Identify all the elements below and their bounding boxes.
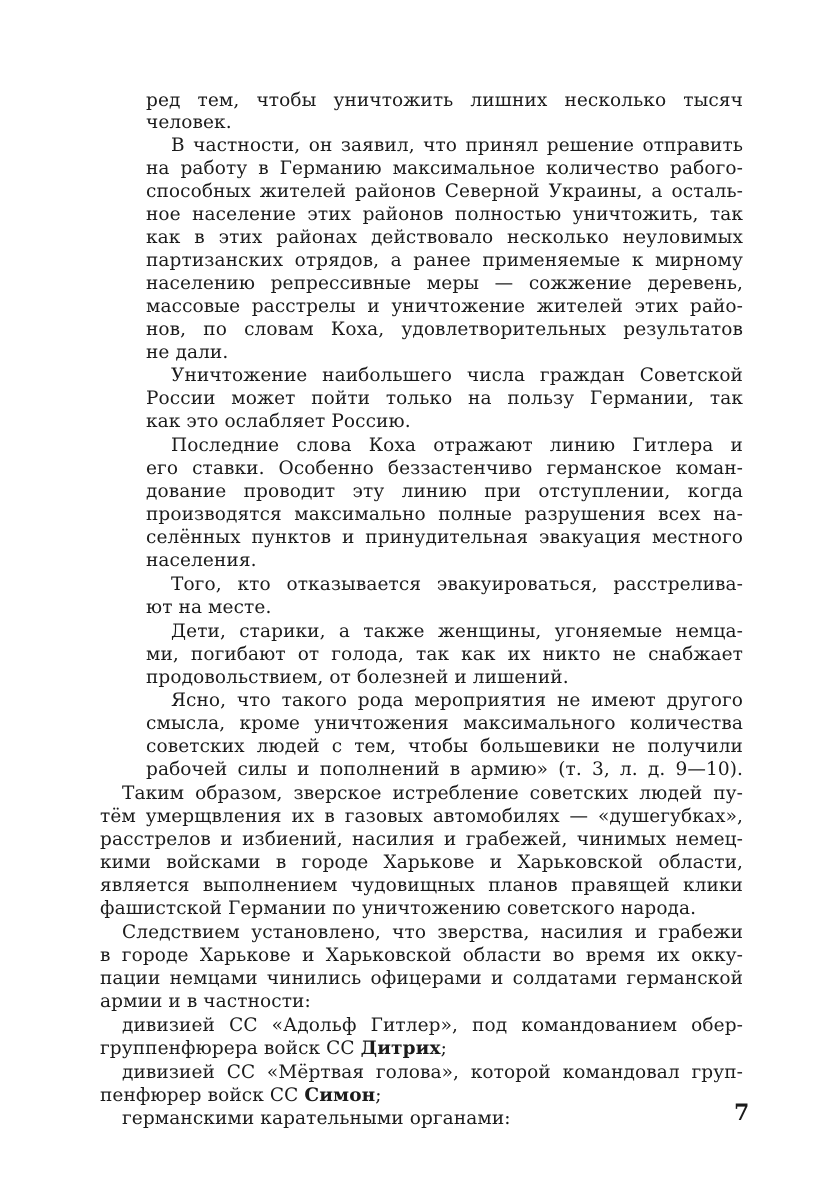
- text-line: Дети, старики, а также женщины, угоняемые немца-: [171, 621, 743, 642]
- person-name-ditrich: Дитрих: [360, 1038, 441, 1059]
- text-line: армии и в частности:: [100, 991, 311, 1012]
- text-line: производятся максимально полные разрушения всех на-: [146, 504, 743, 525]
- text-line: фашистской Германии по уничтожению советского народа.: [100, 898, 697, 919]
- text-line: человек.: [146, 112, 232, 133]
- text-line: населения.: [146, 550, 257, 571]
- text-line: Таким образом, зверское истребление советских людей пу-: [122, 783, 743, 804]
- text-line: [100, 1038, 447, 1060]
- text-line: как в этих районах действовало несколько неуловимых: [146, 227, 743, 248]
- text-line: тём умерщвления их в газовых автомобилях — «душегубках»,: [100, 806, 743, 827]
- text-line: смысла, кроме уничтожения максимального количества: [146, 713, 743, 734]
- text-line: кими войсками в городе Харькове и Харьковской области,: [100, 852, 743, 873]
- text-segment: пенфюрер войск СС: [100, 1085, 305, 1106]
- page-number: 7: [734, 1100, 750, 1126]
- text-segment: ;: [375, 1085, 382, 1106]
- text-segment: ;: [440, 1038, 447, 1059]
- text-line: способных жителей районов Северной Украины, а осталь-: [146, 181, 743, 202]
- text-line: не дали.: [146, 342, 229, 363]
- text-line: советских людей с тем, чтобы большевики не получили: [146, 736, 743, 757]
- text-line: продовольствием, от болезней и лишений.: [146, 667, 569, 688]
- text-line: России может пойти только на пользу Германии, так: [146, 388, 743, 409]
- text-line: ют на месте.: [146, 597, 272, 618]
- text-line: ми, погибают от голода, так как их никто не снабжает: [146, 644, 743, 665]
- person-name-simon: Симон: [304, 1085, 376, 1106]
- text-line: партизанских отрядов, а ранее применяемые к мирному: [146, 250, 743, 271]
- text-line: на работу в Германию максимальное количество рабого-: [146, 158, 743, 179]
- text-line: населению репрессивные меры — сожжение деревень,: [146, 273, 743, 294]
- text-line: массовые расстрелы и уничтожение жителей этих райо-: [146, 296, 743, 317]
- text-line: дивизией СС «Адольф Гитлер», под командованием обер-: [122, 1015, 743, 1036]
- text-line: его ставки. Особенно беззастенчиво германское коман-: [146, 458, 743, 479]
- text-line: дование проводит эту линию при отступлении, когда: [146, 481, 743, 502]
- text-line: [100, 1085, 382, 1107]
- text-line: Уничтожение наибольшего числа граждан Советской: [171, 365, 743, 386]
- text-line: Ясно, что такого рода мероприятия не имеют другого: [171, 690, 743, 711]
- text-line: расстрелов и избиений, насилия и грабежей, чинимых немец-: [100, 829, 743, 850]
- text-line: как это ослабляет Россию.: [146, 411, 411, 432]
- text-line: ное население этих районов полностью уничтожить, так: [146, 204, 743, 225]
- text-segment: группенфюрера войск СС: [100, 1038, 361, 1059]
- text-line: ред тем, чтобы уничтожить лишних несколько тысяч: [146, 90, 743, 111]
- text-line: германскими карательными органами:: [122, 1108, 511, 1129]
- text-line: в городе Харькове и Харьковской области во время их окку-: [100, 945, 743, 966]
- text-line: рабочей силы и пополнений в армию» (т. 3, л. д. 9—10).: [146, 759, 743, 780]
- text-line: нов, по словам Коха, удовлетворительных результатов: [146, 319, 743, 340]
- text-line: Следствием установлено, что зверства, насилия и грабежи: [122, 922, 743, 943]
- text-line: дивизией СС «Мёртвая голова», которой командовал груп-: [122, 1062, 743, 1083]
- text-line: В частности, он заявил, что принял решение отправить: [171, 135, 743, 156]
- text-line: селённых пунктов и принудительная эвакуация местного: [146, 527, 743, 548]
- text-line: Того, кто отказывается эвакуироваться, расстрелива-: [171, 574, 743, 595]
- text-line: пации немцами чинились офицерами и солдатами германской: [100, 968, 743, 989]
- text-line: Последние слова Коха отражают линию Гитлера и: [171, 435, 743, 456]
- text-line: является выполнением чудовищных планов правящей клики: [100, 875, 743, 896]
